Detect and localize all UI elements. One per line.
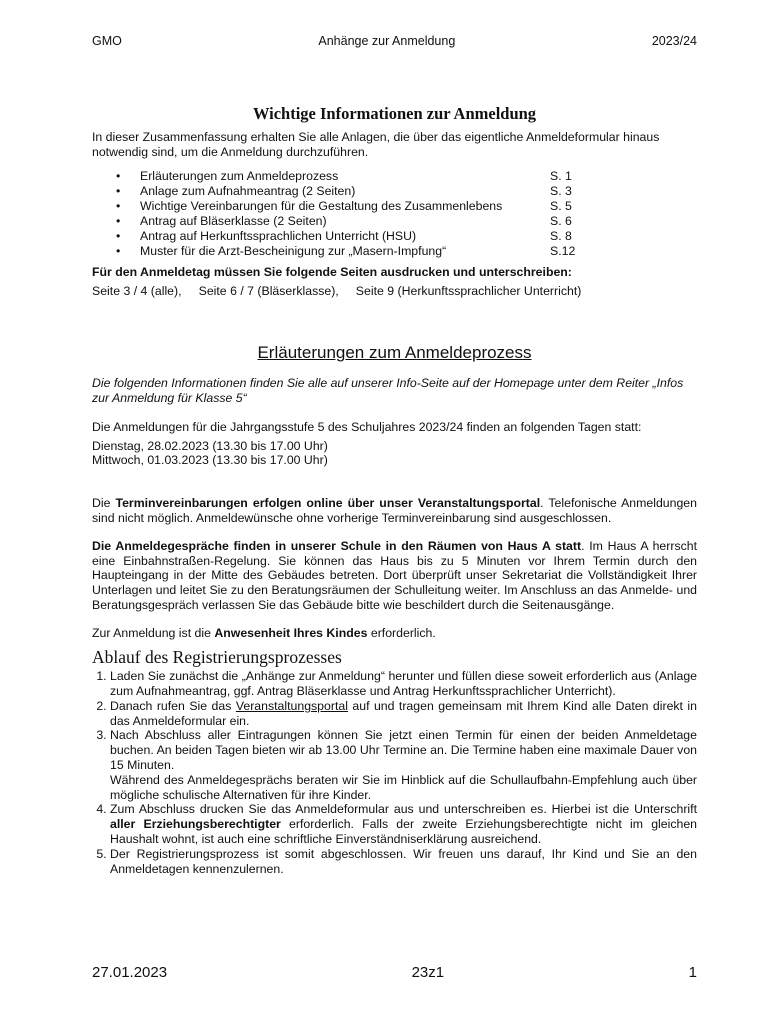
termin-paragraph: Die Terminvereinbarungen erfolgen online über unser Veranstaltungsportal. Telefonische Anmeldungen sind nicht möglich. Anmeldewünsche ohne vorherige Terminvereinbarung sind ausgeschlossen. — [92, 496, 697, 525]
list-item: 2. Danach rufen Sie das Veranstaltungsportal auf und tragen gemeinsam mit Ihrem Kind alle Daten direkt in das Anmeldeformular ein. — [110, 699, 697, 729]
footer-code: 23z1 — [411, 964, 445, 981]
page-number: 1 — [688, 964, 697, 981]
list-item: 1. Laden Sie zunächst die „Anhänge zur Anmeldung“ herunter und füllen diese soweit erforderlich aus (Anlage zum Aufnahmeantrag, ggf. Antrag Bläserklasse und Antrag Herkunftssprachlicher Unterricht). — [110, 669, 697, 699]
list-item: • Wichtige Vereinbarungen für die Gestaltung des Zusammenlebens S. 5 — [116, 199, 578, 214]
section-title: Erläuterungen zum Anmeldeprozess — [257, 343, 532, 363]
list-item: 4. Zum Abschluss drucken Sie das Anmeldeformular aus und unterschreiben es. Hierbei ist die Unterschrift aller Erziehungsberechtigter erforderlich. Falls der zweite Erziehungsberechtigte nicht im gleichen Haushalt wohnt, ist auch eine schriftliche Einverständniserklärung ausreichend. — [110, 802, 697, 846]
date-2: Mittwoch, 01.03.2023 (13.30 bis 17.00 Uhr) — [92, 453, 328, 468]
document-title: Wichtige Informationen zur Anmeldung — [252, 104, 537, 123]
anwesenheit-paragraph: Zur Anmeldung ist die Anwesenheit Ihres Kindes erforderlich. — [92, 625, 436, 640]
header-left: GMO — [92, 34, 122, 48]
info-note: Die folgenden Informationen finden Sie alle auf unserer Info-Seite auf der Homepage unter dem Reiter „Infos zur Anmeldung für Klasse 5“ — [92, 376, 684, 405]
date-1: Dienstag, 28.02.2023 (13.30 bis 17.00 Uhr) — [92, 438, 328, 453]
list-item: • Erläuterungen zum Anmeldeprozess S. 1 — [116, 169, 578, 184]
header-right: 2023/24 — [651, 34, 697, 48]
list-item: 3. Nach Abschluss aller Eintragungen können Sie jetzt einen Termin für einen der beiden Anmeldetage buchen. An beiden Tagen bieten wir ab 13.00 Uhr Termine an. Die Termine haben eine maximale Dauer von 15 Minuten. Während des Anmeldegesprächs beraten wir Sie im Hinblick auf die Schullaufbahn-Empfehlung auch über mögliche schulische Alternativen für ihre Kinder. — [110, 728, 697, 802]
portal-link[interactable]: Veranstaltungsportal — [235, 698, 348, 713]
page-footer — [92, 964, 697, 981]
footer-date: 27.01.2023 — [92, 964, 168, 981]
gespraech-paragraph: Die Anmeldegespräche finden in unserer Schule in den Räumen von Haus A statt. Im Haus A herrscht eine Einbahnstraßen-Regelung. Sie können das Haus bis zu 5 Minuten vor Ihrem Termin durch den Haupteingang in der Mitte des Gebäudes betreten. Dort überprüft unser Sekretariat die Vollständigkeit Ihrer Unterlagen und leitet Sie zu den Beratungsräumen der Schulleitung weiter. Im Anschluss an das Anmelde- und Beratungsgespräch verlassen Sie das Gebäude bitte wie beschildert durch die Seitenausgänge. — [92, 538, 697, 612]
header-center: Anhänge zur Anmeldung — [318, 34, 456, 48]
attachment-list — [116, 169, 578, 258]
print-heading: Für den Anmeldetag müssen Sie folgende Seiten ausdrucken und unterschreiben: — [92, 264, 572, 279]
page-header — [92, 34, 697, 52]
intro-paragraph: In dieser Zusammenfassung erhalten Sie alle Anlagen, die über das eigentliche Anmeldeformular hinaus notwendig sind, um die Anmeldung durchzuführen. — [92, 129, 660, 159]
list-item: • Antrag auf Bläserklasse (2 Seiten) S. 6 — [116, 214, 578, 229]
registration-steps — [92, 669, 697, 876]
list-item: • Antrag auf Herkunftssprachlichen Unterricht (HSU) S. 8 — [116, 229, 578, 244]
dates-intro: Die Anmeldungen für die Jahrgangsstufe 5 des Schuljahres 2023/24 finden an folgenden Tagen statt: — [92, 419, 642, 434]
list-item: 5. Der Registrierungsprozess ist somit abgeschlossen. Wir freuen uns darauf, Ihr Kind und Sie an den Anmeldetagen kennenzulernen. — [110, 847, 697, 877]
ablauf-title: Ablauf des Registrierungsprozesses — [92, 647, 342, 668]
list-item: • Anlage zum Aufnahmeantrag (2 Seiten) S. 3 — [116, 184, 578, 199]
page-content — [92, 104, 698, 876]
list-item: • Muster für die Arzt-Bescheinigung zur „Masern-Impfung“ S.12 — [116, 244, 578, 259]
print-pages: Seite 3 / 4 (alle), Seite 6 / 7 (Bläserklasse), Seite 9 (Herkunftssprachlicher Unterricht) — [92, 283, 582, 298]
